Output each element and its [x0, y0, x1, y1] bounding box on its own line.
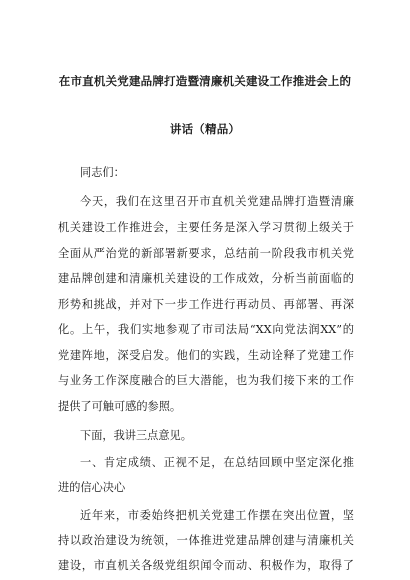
paragraph-line: 建品牌创建和清廉机关建设的工作成效，分析当前面临的: [58, 272, 354, 285]
document-title: 在市直机关党建品牌打造暨清廉机关建设工作推进会上的: [58, 74, 352, 88]
paragraph-line: 近年来，市委始终把机关党建工作摆在突出位置，坚: [80, 509, 354, 522]
salutation: 同志们：: [80, 166, 125, 179]
paragraph-line: 建设，市直机关各级党组织闻令而动、积极作为，取得了: [58, 559, 354, 572]
paragraph-line: 提供了可触可感的参照。: [58, 400, 182, 413]
paragraph-line: 全面从严治党的新部署新要求，总结前一阶段我市机关党: [58, 247, 354, 260]
paragraph-line: 下面，我讲三点意见。: [80, 429, 192, 442]
paragraph-line: 持以政治建设为统领，一体推进党建品牌创建与清廉机关: [58, 534, 354, 547]
document-subtitle: 讲话（精品）: [169, 122, 241, 136]
paragraph-line: 今天，我们在这里召开市直机关党建品牌打造暨清廉: [80, 195, 354, 208]
paragraph-line: 机关建设工作推进会，主要任务是深入学习贯彻上级关于: [58, 221, 354, 234]
section-heading-line: 一、肯定成绩、正视不足，在总结回顾中坚定深化推: [80, 456, 354, 469]
paragraph-line: 党建阵地，深受启发。他们的实践，生动诠释了党建工作: [58, 349, 354, 362]
paragraph-line: 形势和挑战，并对下一步工作进行再动员、再部署、再深: [58, 298, 354, 311]
paragraph-line: 化。上午，我们实地参观了市司法局“XX向党法润XX”的: [58, 323, 354, 336]
section-heading-line: 进的信心决心: [58, 481, 126, 494]
paragraph-line: 与业务工作深度融合的巨大潜能，也为我们接下来的工作: [58, 374, 354, 387]
